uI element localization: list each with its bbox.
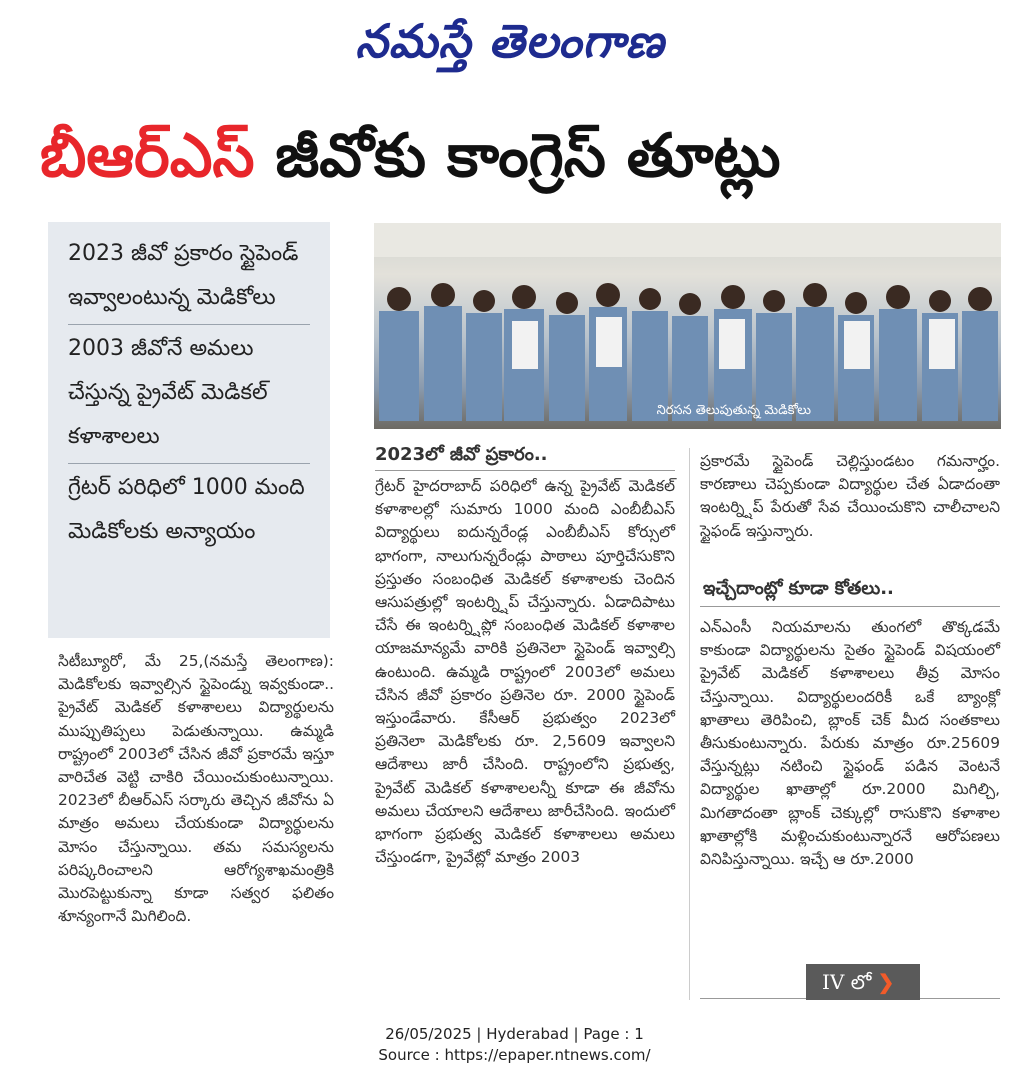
article-column-3b: ఎన్ఎంసీ నియమాలను తుంగలో తొక్కడమే కాకుండా విద్యార్థులను సైతం స్టైపెండ్ విషయంలో ప్రైవేట్ మెడికల్ కళాశాలలు తీవ్ర మోసం చేస్తున్నాయి. విద్యార్థులందరికీ ఒకే బ్యాంక్లో ఖాతాలు తెరిపించి, బ్లాంక్ చెక్ మీద సంతకాలు తీసుకుంటున్నారు. పేరుకు మాత్రం రూ.25609 వేస్తున్నట్లు నటించి స్టైఫండ్ పడిన వెంటనే విద్యార్థుల ఖాతాల్లో రూ.2000 మిగిల్చి, మిగతాదంతా బ్లాంక్ చెక్కుల్లో రాసుకొని కళాశాల ఖాతాల్లోకి మళ్లించుకుంటున్నారనే ఆరోపణలు వినిపిస్తున్నాయి. ఇచ్చే ఆ రూ.2000 bbox=[700, 618, 1000, 869]
article-column-2: గ్రేటర్ హైదరాబాద్ పరిధిలో ఉన్న ప్రైవేట్ మెడికల్ కళాశాలల్లో సుమారు 1000 మంది ఎంబీబీఎస్ విద్యార్థులు ఐదున్నరేండ్ల ఎంబీబీఎస్ కోర్సులో భాగంగా, నాలుగున్నరేండ్లు పాఠాలు పూర్తిచేసుకొని ప్రస్తుతం సంబంధిత మెడికల్ కళాశాలకు చెందిన ఆసుపత్రుల్లో ఇంటర్న్షిప్ చేస్తున్నారు. ఏడాదిపాటు చేసే ఈ ఇంటర్న్షిప్లో సంబంధిత మెడికల్ కళాశాల యాజమాన్యమే వారికి ప్రతినెలా స్టైపెండ్ ఇవ్వాల్సి ఉంటుంది. ఉమ్మడి రాష్ట్రంలో 2003లో అమలు చేసిన జీవో ప్రకారం ప్రతినెల రూ. 2000 స్టైపెండ్ ఇస్తుండేవారు. కేసీఆర్ ప్రభుత్వం 2023లో ప్రతినెలా మెడికోలకు రూ. 2,5609 ఇవ్వాలని ఆదేశాలు జారీ చేసింది. రాష్ట్రంలోని ప్రభుత్వ, ప్రైవేట్ మెడికల్ కళాశాలలన్నీ కూడా ఈ జీవోను అమలు చేయాలని ఆదేశాలు జారీచేసింది. ఇందులో భాగంగా ప్రభుత్వ మెడికల్ కళాశాలలు అమలు చేస్తుండగా, ప్రైవేట్లో మాత్రం 2003 bbox=[375, 477, 675, 867]
article-column-3a: ప్రకారమే స్టైపెండ్ చెల్లిస్తుండటం గమనార్హం. కారణాలు చెప్పకుండా విద్యార్థుల చేత ఏడాదంతా ఇంటర్న్షిప్ పేరుతో సేవ చేయించుకొని చాలీచాలని స్టైఫండ్ ఇస్తున్నారు. bbox=[700, 452, 1000, 540]
headline bbox=[40, 108, 1005, 204]
footer-date-line: 26/05/2025 | Hyderabad | Page : 1 bbox=[385, 1025, 644, 1043]
subheading-rule bbox=[700, 606, 1000, 607]
highlight-item: 2003 జీవోనే అమలు చేస్తున్న ప్రైవేట్ మెడికల్ కళాశాలలు bbox=[68, 324, 310, 463]
masthead-logo: నమస్తే తెలంగాణ bbox=[355, 14, 665, 68]
highlight-item: 2023 జీవో ప్రకారం స్టైపెండ్ ఇవ్వాలంటున్న మెడికోలు bbox=[68, 241, 299, 310]
subheading-rule bbox=[375, 470, 675, 471]
column-divider bbox=[689, 448, 690, 1000]
article-column-1: సిటీబ్యూరో, మే 25,(నమస్తే తెలంగాణ): మెడికోలకు ఇవ్వాల్సిన స్టైపెండ్ను ఇవ్వకుండా.. ప్రైవేట్ మెడికల్ కళాశాలలు విద్యార్థులను ముప్పుతిప్పలు పెడుతున్నాయి. ఉమ్మడి రాష్ట్రంలో 2003లో చేసిన జీవో ప్రకారమే ఇస్తూ వారిచేత వెట్టి చాకిరి చేయించుకుంటున్నాయి. 2023లో బీఆర్ఎస్ సర్కారు తెచ్చిన జీవోను ఏ మాత్రం అమలు చేయకుండా విద్యార్థులను మోసం చేస్తున్నాయి. తమ సమస్యలను పరిష్కరించాలని ఆరోగ్యశాఖమంత్రికి మొరపెట్టుకున్నా కూడా సత్వర ఫలితం శూన్యంగానే మిగిలింది. bbox=[58, 652, 334, 926]
chevron-right-icon: ❯ bbox=[877, 970, 895, 994]
crowd-illustration bbox=[374, 271, 1001, 421]
headline-red-part: బీఆర్ఎస్ bbox=[40, 121, 255, 191]
continued-label: IV లో bbox=[822, 970, 872, 994]
protest-photo bbox=[374, 223, 1001, 429]
footer-source-line: Source : https://epaper.ntnews.com/ bbox=[378, 1046, 651, 1064]
photo-ceiling bbox=[374, 223, 1001, 257]
highlights-box bbox=[48, 222, 330, 638]
headline-black-part: జీవోకు కాంగ్రెస్ తూట్లు bbox=[275, 121, 781, 191]
subheading-cuts: ఇచ్చేదాంట్లో కూడా కోతలు.. bbox=[703, 578, 894, 599]
subheading-2023-go: 2023లో జీవో ప్రకారం.. bbox=[375, 444, 548, 465]
continued-on-page-link[interactable] bbox=[806, 964, 920, 1000]
highlight-item: గ్రేటర్ పరిధిలో 1000 మంది మెడికోలకు అన్యాయం bbox=[68, 463, 310, 558]
photo-caption: నిరసన తెలుపుతున్న మెడికోలు bbox=[656, 403, 811, 418]
